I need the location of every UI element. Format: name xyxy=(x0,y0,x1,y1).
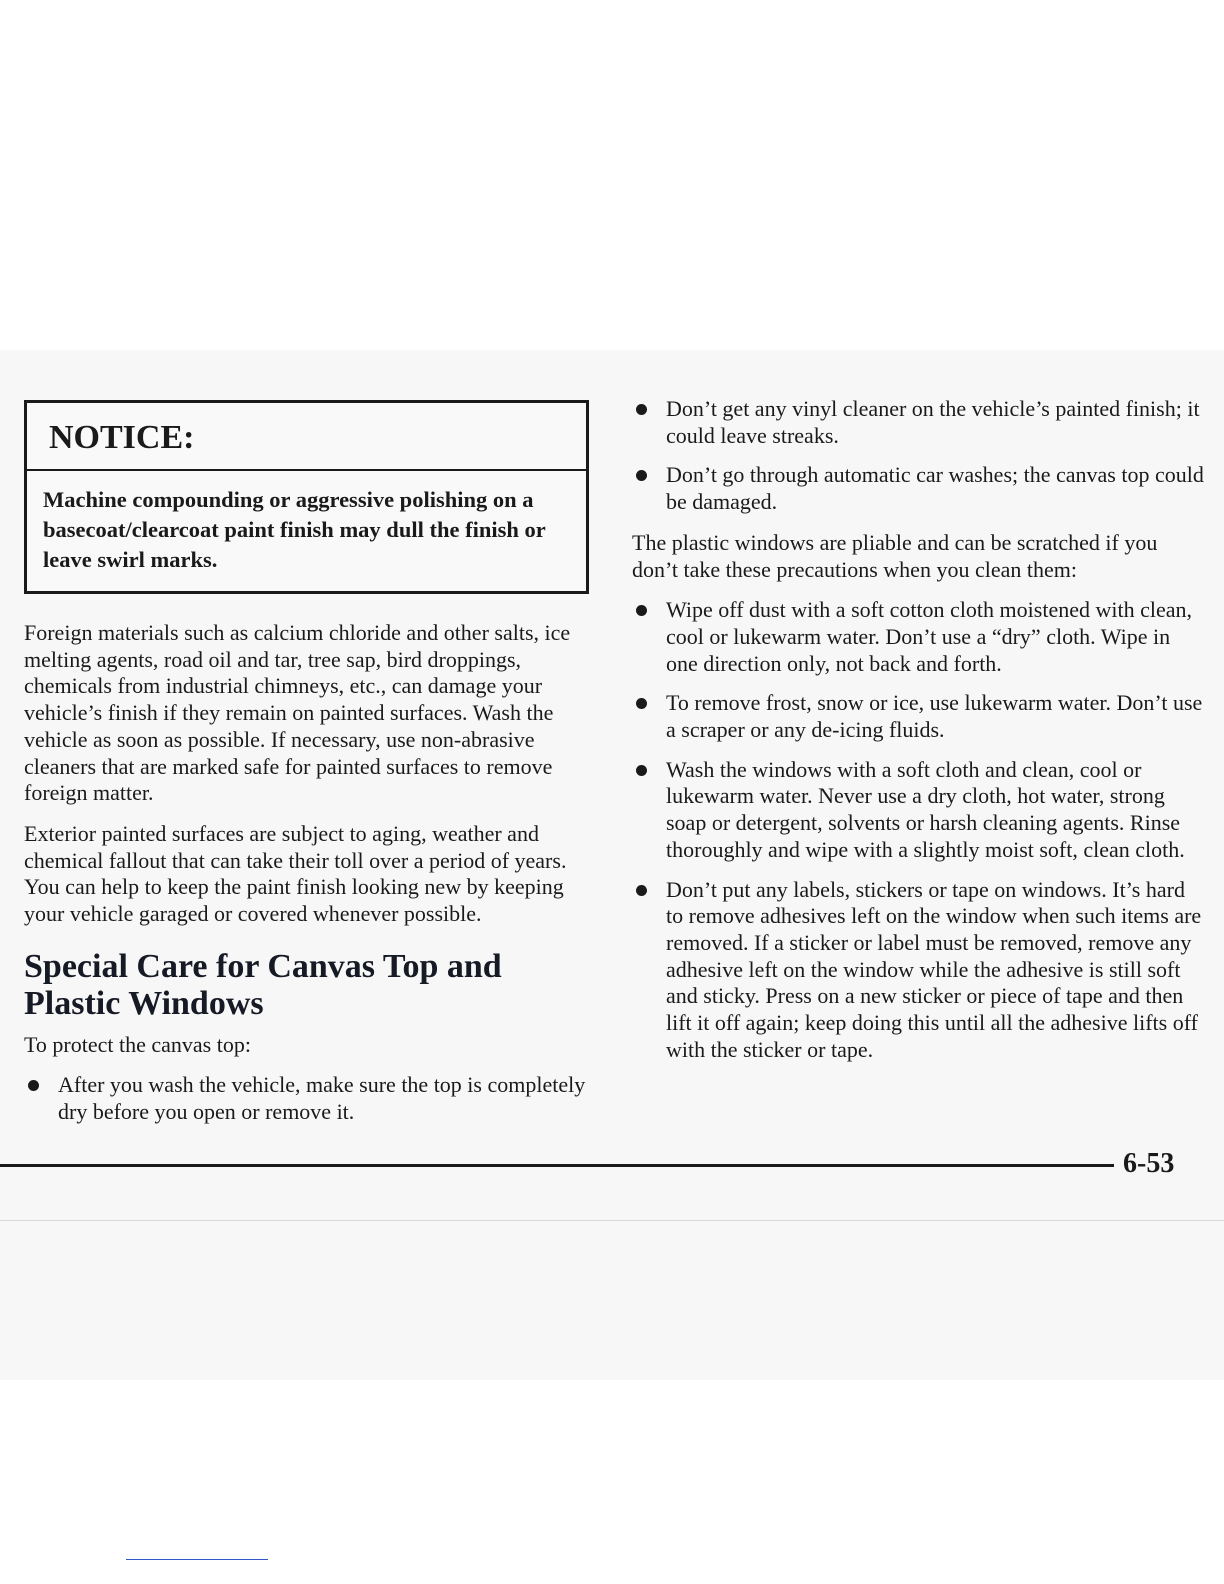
notice-title: NOTICE: xyxy=(27,403,586,471)
list-item-text: Don’t put any labels, stickers or tape on windows. It’s hard to remove adhesives left on the window when such items are removed. If a sticker or label must be removed, remove any adhesive left on the window while the adhesive is still soft and sticky. Press on a new sticker or piece of tape and then lift it off again; keep doing this until all the adhesive lifts off with the sticker or tape. xyxy=(666,876,1202,1062)
bullet-icon xyxy=(636,885,647,896)
bullet-icon xyxy=(636,404,647,415)
list-item xyxy=(632,396,1204,449)
list-item xyxy=(632,462,1204,515)
paragraph-plastic-windows: The plastic windows are pliable and can be scratched if you don’t take these precautions when you clean them: xyxy=(632,529,1158,582)
section-heading: Special Care for Canvas Top and Plastic Windows xyxy=(24,947,502,1022)
notice-body: Machine compounding or aggressive polishing on a basecoat/clearcoat paint finish may dull the finish or leave swirl marks. xyxy=(43,487,546,572)
paragraph-foreign-materials: Foreign materials such as calcium chloride and other salts, ice melting agents, road oil and tar, tree sap, bird droppings, chemicals from industrial chimneys, etc., can damage your vehicle’s finish if they remain on painted surfaces. Wash the vehicle as soon as possible. If necessary, use non-abrasive cleaners that are marked safe for painted surfaces to remove foreign matter. xyxy=(24,620,571,806)
list-item-text: Wipe off dust with a soft cotton cloth moistened with clean, cool or lukewarm water. Don’t use a “dry” cloth. Wipe in one direction only, not back and forth. xyxy=(666,597,1192,676)
right-column xyxy=(632,396,1204,1077)
canvas-top-list xyxy=(24,1072,589,1125)
list-item xyxy=(24,1072,589,1125)
list-item-text: After you wash the vehicle, make sure the top is completely dry before you open or remove it. xyxy=(58,1072,586,1125)
list-item-text: Don’t get any vinyl cleaner on the vehicle’s painted finish; it could leave streaks. xyxy=(666,396,1200,448)
list-item xyxy=(632,757,1204,864)
bullet-icon xyxy=(636,605,647,616)
left-column xyxy=(24,400,589,1140)
list-item xyxy=(632,877,1204,1064)
list-item-text: To remove frost, snow or ice, use lukewarm water. Don’t use a scraper or any de-icing fluids. xyxy=(666,690,1203,743)
notice-box xyxy=(24,400,589,594)
bullet-icon xyxy=(636,765,647,776)
list-item-text: Don’t go through automatic car washes; the canvas top could be damaged. xyxy=(666,462,1204,515)
plastic-windows-list xyxy=(632,597,1204,1063)
list-item-text: Wash the windows with a soft cloth and clean, cool or lukewarm water. Never use a dry cloth, hot water, strong soap or detergent, solvents or harsh cleaning agents. Rinse thoroughly and wipe with a slightly moist soft, clean cloth. xyxy=(666,756,1185,862)
scan-edge-line xyxy=(0,1220,1224,1221)
link-underline xyxy=(126,1559,268,1560)
footer-rule xyxy=(0,1164,1114,1167)
list-item xyxy=(632,597,1204,677)
bullet-icon xyxy=(28,1080,39,1091)
canvas-top-intro: To protect the canvas top: xyxy=(24,1031,251,1057)
bullet-icon xyxy=(636,698,647,709)
canvas-top-list-continued xyxy=(632,396,1204,516)
list-item xyxy=(632,690,1204,743)
page-number: 6-53 xyxy=(1123,1148,1175,1179)
paragraph-exterior-surfaces: Exterior painted surfaces are subject to aging, weather and chemical fallout that can take their toll over a period of years. You can help to keep the paint finish looking new by keeping your vehicle garaged or covered whenever possible. xyxy=(24,820,567,927)
bullet-icon xyxy=(636,470,647,481)
